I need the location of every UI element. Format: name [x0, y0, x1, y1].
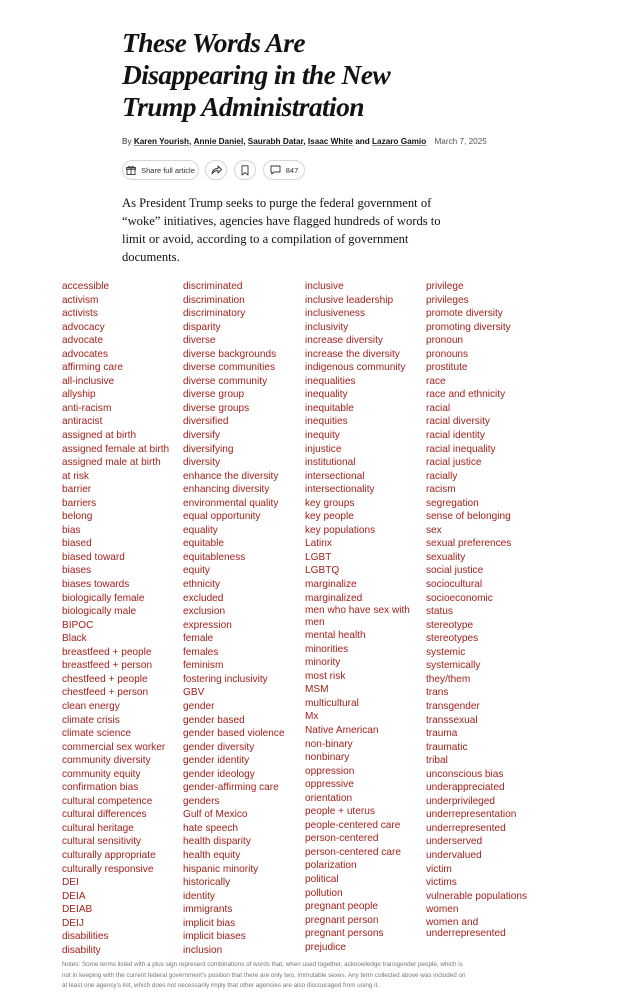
word-item: pregnant people — [305, 901, 378, 913]
word-item: oppressive — [305, 779, 354, 791]
word-item: person-centered — [305, 833, 379, 845]
word-item: prejudice — [305, 941, 346, 953]
word-item: status — [426, 606, 453, 618]
word-item: biased toward — [62, 551, 125, 563]
word-item: diverse backgrounds — [183, 348, 277, 360]
word-item: assigned female at birth — [62, 443, 170, 455]
word-item: equality — [183, 524, 218, 536]
word-item: biases towards — [62, 579, 130, 591]
word-item: vulnerable populations — [426, 890, 528, 902]
word-item: promoting diversity — [426, 321, 511, 333]
word-item: identity — [183, 890, 215, 902]
word-item: pollution — [305, 887, 343, 899]
word-item: ethnicity — [183, 579, 221, 591]
author-link[interactable]: Saurabh Datar — [247, 137, 304, 146]
word-item: political — [305, 873, 339, 885]
word-item: diversifying — [183, 443, 234, 455]
word-item: LGBT — [305, 551, 332, 563]
word-item: accessible — [62, 281, 110, 292]
word-item: equal opportunity — [183, 511, 261, 523]
word-item: gender diversity — [183, 741, 255, 753]
word-item: chestfeed + person — [62, 687, 149, 699]
word-item: inequality — [305, 389, 348, 401]
word-item: diverse groups — [183, 402, 250, 414]
word-item: Black — [62, 633, 87, 645]
byline — [122, 137, 487, 146]
word-item: diversity — [183, 457, 221, 469]
word-item: chestfeed + people — [62, 673, 148, 685]
word-item: biased — [62, 538, 92, 550]
word-item: pregnant persons — [305, 928, 384, 940]
word-item: expression — [183, 619, 232, 631]
word-item: victim — [426, 863, 452, 875]
word-item: most risk — [305, 670, 346, 682]
word-item: DEIAB — [62, 904, 93, 916]
word-item: GBV — [183, 687, 205, 699]
word-item: minorities — [305, 643, 349, 655]
word-item: race — [426, 375, 446, 387]
word-item: advocate — [62, 335, 103, 347]
word-item: racial — [426, 402, 451, 414]
word-item: pregnant person — [305, 914, 379, 926]
word-item: Gulf of Mexico — [183, 809, 248, 821]
word-item: activism — [62, 294, 99, 306]
word-item: traumatic — [426, 741, 468, 753]
author-link[interactable]: Isaac White — [307, 137, 353, 146]
word-item: inequitable — [305, 402, 354, 414]
word-item: biologically female — [62, 592, 145, 604]
word-item: LGBTQ — [305, 565, 340, 577]
word-item: breastfeed + person — [62, 660, 153, 672]
notes-line: not in keeping with the current federal government’s position that there are only two, immutable sexes. Any term collected above was included on — [62, 971, 466, 979]
word-item: women — [426, 904, 459, 916]
word-column-3 — [305, 280, 417, 954]
word-item: equity — [183, 565, 210, 577]
word-item: trans — [426, 687, 449, 699]
lede-paragraph — [122, 194, 467, 266]
gift-icon — [126, 165, 136, 175]
word-item: sense of belonging — [426, 511, 511, 523]
word-item: antiracist — [62, 416, 103, 428]
word-column-1 — [62, 280, 169, 957]
word-item: Native American — [305, 724, 379, 736]
word-item: cultural sensitivity — [62, 836, 142, 848]
word-item: activists — [62, 308, 98, 320]
word-item: advocacy — [62, 321, 105, 333]
word-item: injustice — [305, 443, 342, 455]
word-item: allyship — [62, 389, 96, 401]
word-item: diverse — [183, 335, 216, 347]
word-item: orientation — [305, 792, 353, 804]
lede-line: “woke” initiatives, agencies have flagged hundreds of words to — [122, 214, 441, 228]
word-item: transsexual — [426, 714, 478, 726]
word-item: bias — [62, 524, 81, 536]
word-item: clean energy — [62, 700, 120, 712]
word-item: MSM — [305, 684, 329, 696]
word-item: disability — [62, 944, 101, 956]
word-item: nonbinary — [305, 752, 350, 764]
word-item: polarization — [305, 860, 357, 872]
word-item: excluded — [183, 592, 224, 604]
word-item: privilege — [426, 281, 464, 292]
word-item: systemic — [426, 646, 466, 658]
word-item: sexual preferences — [426, 538, 512, 550]
word-item: feminism — [183, 660, 224, 672]
word-item: people + uterus — [305, 806, 375, 818]
word-item: commercial sex worker — [62, 741, 166, 753]
word-item: implicit biases — [183, 931, 246, 943]
word-item: inclusiveness — [305, 308, 366, 320]
word-item: Mx — [305, 711, 319, 723]
word-item: biologically male — [62, 606, 137, 618]
headline-line: Disappearing in the New — [122, 59, 391, 90]
word-item: DEI — [62, 877, 79, 889]
word-item: key people — [305, 511, 354, 523]
word-item: diverse group — [183, 389, 245, 401]
word-item: racial diversity — [426, 416, 490, 428]
lede-line: As President Trump seeks to purge the federal government of — [122, 196, 432, 210]
word-item: indigenous community — [305, 362, 406, 374]
word-item: fostering inclusivity — [183, 673, 268, 685]
headline — [122, 27, 452, 123]
word-item: enhancing diversity — [183, 484, 270, 496]
word-item: diversified — [183, 416, 229, 428]
word-item: inequalities — [305, 375, 356, 387]
comments-button[interactable] — [263, 160, 305, 180]
word-item: health equity — [183, 849, 241, 861]
word-item: racial identity — [426, 430, 485, 442]
word-item: inclusion — [183, 944, 223, 956]
word-item: gender — [183, 700, 215, 712]
comment-icon — [270, 165, 281, 175]
word-item: multicultural — [305, 697, 359, 709]
word-item: underserved — [426, 836, 483, 848]
word-item: enhance the diversity — [183, 470, 279, 482]
word-item: health disparity — [183, 836, 251, 848]
word-item: underprivileged — [426, 795, 496, 807]
word-item: barrier — [62, 484, 92, 496]
word-item: gender based — [183, 714, 245, 726]
word-item: systemically — [426, 660, 481, 672]
share-label: Share full article — [141, 165, 195, 175]
word-item: barriers — [62, 497, 97, 509]
word-item: they/them — [426, 673, 471, 685]
word-item: racial inequality — [426, 443, 496, 455]
author-link[interactable]: Annie Daniel — [193, 137, 244, 146]
word-item: cultural differences — [62, 809, 147, 821]
word-item: environmental quality — [183, 497, 279, 509]
word-item: people-centered care — [305, 819, 401, 831]
word-item: community equity — [62, 768, 141, 780]
word-item: equitable — [183, 538, 224, 550]
word-item: racially — [426, 470, 458, 482]
word-item: inequities — [305, 416, 348, 428]
word-item: disabilities — [62, 931, 109, 943]
word-item: exclusion — [183, 606, 226, 618]
word-item: assigned at birth — [62, 430, 137, 442]
word-item: trauma — [426, 728, 458, 740]
word-item: culturally responsive — [62, 863, 154, 875]
word-item: stereotypes — [426, 633, 479, 645]
word-item: racism — [426, 484, 456, 496]
word-item: women and underrepresented — [426, 916, 506, 940]
word-item: race and ethnicity — [426, 389, 506, 401]
lede-line: limit or avoid, according to a compilation of government — [122, 232, 409, 246]
word-item: non-binary — [305, 738, 353, 750]
word-item: transgender — [426, 700, 480, 712]
notes-line: Notes: Some terms listed with a plus sign represent combinations of words that, when used together, acknowledge transgender people, which is — [62, 961, 463, 968]
word-item: Latinx — [305, 538, 332, 550]
byline-separator: , — [303, 137, 306, 146]
word-item: mental health — [305, 630, 366, 642]
word-item: intersectionality — [305, 484, 375, 496]
word-item: pronouns — [426, 348, 469, 360]
word-item: biases — [62, 565, 92, 577]
word-item: gender identity — [183, 755, 250, 767]
word-item: equitableness — [183, 551, 246, 563]
byline-separator: , — [189, 137, 192, 146]
byline-separator: , — [243, 137, 246, 146]
word-item: belong — [62, 511, 93, 523]
word-item: hispanic minority — [183, 863, 259, 875]
word-item: tribal — [426, 755, 448, 767]
share-arrow-icon — [211, 165, 222, 175]
byline-prefix: By — [122, 137, 132, 146]
word-item: at risk — [62, 470, 89, 482]
word-item: stereotype — [426, 619, 474, 631]
lede-line: documents. — [122, 250, 180, 264]
word-item: confirmation bias — [62, 782, 139, 794]
word-item: increase the diversity — [305, 348, 400, 360]
word-item: promote diversity — [426, 308, 503, 320]
word-item: climate science — [62, 728, 132, 740]
bookmark-icon — [241, 165, 249, 176]
word-item: culturally appropriate — [62, 849, 156, 861]
word-item: men who have sex with men — [305, 605, 410, 628]
word-item: gender based violence — [183, 728, 285, 740]
word-item: marginalize — [305, 579, 357, 591]
word-item: implicit bias — [183, 917, 236, 929]
word-item: immigrants — [183, 904, 233, 916]
share-button[interactable] — [205, 160, 227, 180]
word-item: key groups — [305, 497, 355, 509]
headline-line: Trump Administration — [122, 91, 364, 122]
word-item: cultural competence — [62, 795, 153, 807]
save-button[interactable] — [234, 160, 256, 180]
word-item: diverse community — [183, 375, 268, 387]
word-item: genders — [183, 795, 220, 807]
word-item: anti-racism — [62, 402, 112, 414]
word-item: gender-affirming care — [183, 782, 279, 794]
word-item: gender ideology — [183, 768, 255, 780]
word-item: inclusive — [305, 281, 344, 292]
word-item: community diversity — [62, 755, 151, 767]
word-item: pronoun — [426, 335, 464, 347]
word-item: social justice — [426, 565, 484, 577]
word-item: discrimination — [183, 294, 245, 306]
word-item: sexuality — [426, 551, 466, 563]
byline-separator: and — [355, 137, 370, 146]
word-item: advocates — [62, 348, 109, 360]
author-link[interactable]: Lazaro Gamio — [372, 137, 427, 146]
word-item: hate speech — [183, 822, 238, 834]
word-item: undervalued — [426, 849, 482, 861]
word-item: breastfeed + people — [62, 646, 152, 658]
word-item: segregation — [426, 497, 479, 509]
word-column-4 — [426, 280, 538, 941]
word-item: sociocultural — [426, 579, 483, 591]
word-item: diverse communities — [183, 362, 275, 374]
word-item: assigned male at birth — [62, 457, 161, 469]
word-item: DEIJ — [62, 917, 84, 929]
word-item: person-centered care — [305, 846, 401, 858]
word-item: key populations — [305, 524, 376, 536]
word-item: oppression — [305, 765, 355, 777]
word-item: inclusivity — [305, 321, 349, 333]
word-item: intersectional — [305, 470, 365, 482]
word-item: victims — [426, 877, 457, 889]
word-item: climate crisis — [62, 714, 120, 726]
word-item: diversify — [183, 430, 221, 442]
publish-date: March 7, 2025 — [434, 137, 487, 146]
word-column-2 — [183, 280, 285, 957]
word-item: inclusive leadership — [305, 294, 394, 306]
headline-line: These Words Are — [122, 27, 306, 58]
word-item: increase diversity — [305, 335, 383, 347]
word-item: underrepresented — [426, 822, 506, 834]
notes-line: at least one agency’s list, which does not necessarily imply that other agencies are also discouraged from using it. — [62, 982, 379, 989]
word-item: BIPOC — [62, 619, 94, 631]
word-item: prostitute — [426, 362, 468, 374]
notes — [62, 960, 542, 992]
word-item: disparity — [183, 321, 221, 333]
word-item: underappreciated — [426, 782, 505, 794]
comment-count: 847 — [285, 165, 299, 175]
author-link[interactable]: Karen Yourish — [133, 137, 190, 146]
word-item: historically — [183, 877, 231, 889]
word-item: discriminated — [183, 281, 243, 292]
word-item: female — [183, 633, 214, 645]
word-item: minority — [305, 657, 341, 669]
word-item: marginalized — [305, 592, 363, 604]
word-item: cultural heritage — [62, 822, 134, 834]
word-item: institutional — [305, 457, 356, 469]
word-item: sex — [426, 524, 442, 536]
word-item: discriminatory — [183, 308, 246, 320]
word-item: DEIA — [62, 890, 86, 902]
word-item: affirming care — [62, 362, 123, 374]
word-item: racial justice — [426, 457, 482, 469]
word-item: underrepresentation — [426, 809, 517, 821]
word-item: unconscious bias — [426, 768, 504, 780]
share-full-article-button[interactable] — [122, 160, 199, 180]
word-item: all-inclusive — [62, 375, 115, 387]
word-item: females — [183, 646, 219, 658]
word-item: socioeconomic — [426, 592, 493, 604]
word-item: privileges — [426, 294, 469, 306]
word-item: inequity — [305, 430, 340, 442]
